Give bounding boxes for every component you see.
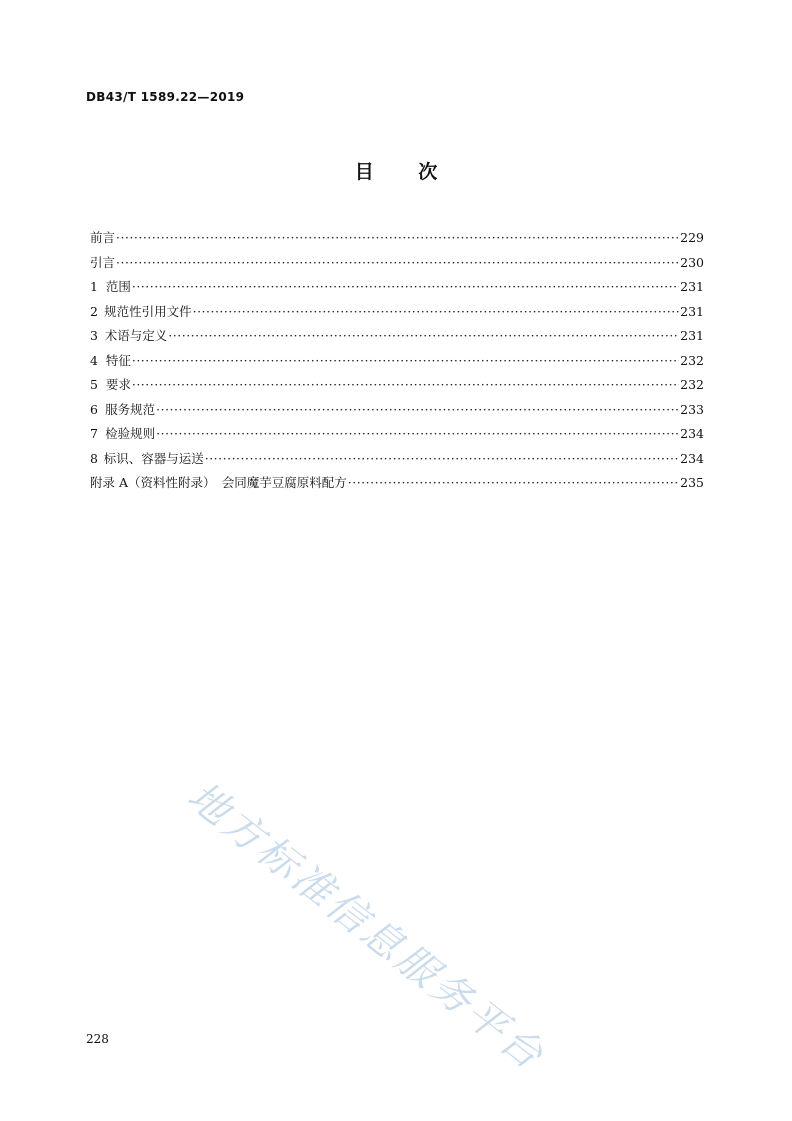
toc-dot-leader bbox=[205, 447, 679, 472]
toc-entry-page: 231 bbox=[680, 303, 704, 319]
toc-entry-page: 232 bbox=[680, 377, 704, 392]
toc-entry-label: 特征 bbox=[105, 352, 131, 368]
toc-dot-leader bbox=[132, 373, 679, 398]
toc-entry-label: 引言 bbox=[90, 254, 116, 270]
toc-entry-label: 规范性引用文件 bbox=[104, 303, 192, 319]
toc-entry-number: 7 bbox=[90, 426, 98, 441]
toc-entry-marking-containers-transport[interactable] bbox=[90, 447, 704, 472]
toc-entry-label: 范围 bbox=[105, 279, 131, 294]
page-number: 228 bbox=[86, 1032, 109, 1046]
toc-dot-leader bbox=[348, 471, 679, 496]
toc-dot-leader bbox=[156, 398, 679, 423]
toc-entry-page: 230 bbox=[680, 254, 704, 270]
toc-entry-number: 3 bbox=[90, 328, 98, 343]
toc-entry-label: 术语与定义 bbox=[104, 328, 168, 343]
toc-entry-number: 6 bbox=[90, 401, 98, 417]
toc-entry-label: 前言 bbox=[90, 230, 116, 245]
toc-title: 目 次 bbox=[354, 161, 438, 183]
watermark: 地方标准信息服务平台 bbox=[178, 773, 554, 1081]
toc-entry-number: 4 bbox=[90, 352, 98, 368]
toc-entry-label: 要求 bbox=[105, 377, 131, 392]
toc-entry-appendix-a[interactable] bbox=[90, 471, 704, 496]
toc-dot-leader bbox=[132, 349, 679, 374]
toc-entry-number: 1 bbox=[90, 279, 98, 294]
toc-entry-label: 服务规范 bbox=[105, 401, 156, 417]
toc-dot-leader bbox=[156, 422, 679, 447]
toc-dot-leader bbox=[132, 275, 679, 300]
toc-entry-inspection-rules[interactable] bbox=[90, 422, 704, 447]
toc-entry-number: 2 bbox=[90, 303, 98, 319]
toc-dot-leader bbox=[168, 324, 679, 349]
toc-entry-service-specifications[interactable] bbox=[90, 398, 704, 423]
toc-entry-number: 8 bbox=[90, 450, 98, 466]
toc-entry-normative-references[interactable] bbox=[90, 300, 704, 325]
document-code: DB43/T 1589.22—2019 bbox=[86, 90, 245, 104]
toc-entry-terms-definitions[interactable] bbox=[90, 324, 704, 349]
toc-entry-introduction[interactable] bbox=[90, 251, 704, 276]
toc-entry-label: 附录 A（资料性附录） 会同魔芋豆腐原料配方 bbox=[90, 475, 347, 490]
toc-entry-page: 234 bbox=[680, 426, 704, 441]
toc-entry-label: 检验规则 bbox=[105, 426, 156, 441]
toc-entry-page: 234 bbox=[680, 450, 704, 466]
toc-entry-requirements[interactable] bbox=[90, 373, 704, 398]
toc-entry-page: 231 bbox=[680, 279, 704, 294]
toc-entry-number: 5 bbox=[90, 377, 98, 392]
toc-entry-page: 231 bbox=[680, 328, 704, 343]
toc-entry-page: 232 bbox=[680, 352, 704, 368]
toc-entry-foreword[interactable] bbox=[90, 226, 704, 251]
toc-entry-page: 233 bbox=[680, 401, 704, 417]
toc-dot-leader bbox=[116, 226, 679, 251]
toc-dot-leader bbox=[193, 300, 680, 325]
toc-entry-characteristics[interactable] bbox=[90, 349, 704, 374]
toc-entry-page: 235 bbox=[680, 475, 704, 490]
toc-entry-label: 标识、容器与运送 bbox=[103, 450, 204, 466]
table-of-contents bbox=[90, 226, 704, 496]
toc-dot-leader bbox=[116, 251, 679, 276]
toc-entry-scope[interactable] bbox=[90, 275, 704, 300]
toc-entry-page: 229 bbox=[680, 230, 704, 245]
